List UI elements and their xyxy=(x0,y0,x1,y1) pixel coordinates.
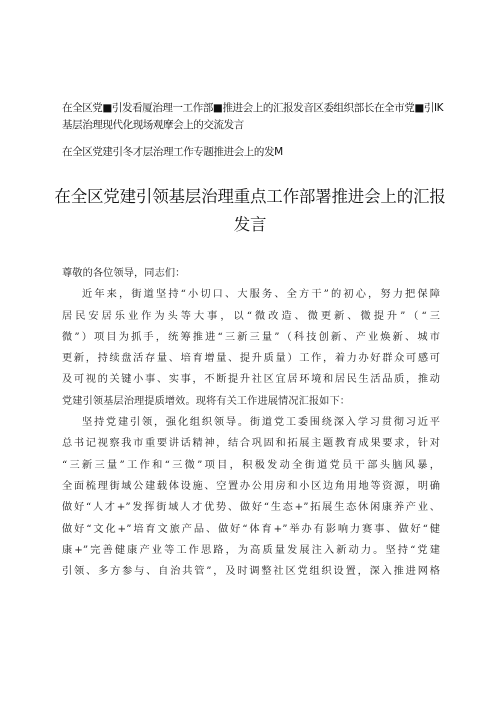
paragraph-line: 做好“文化+”培育文旅产品、做好“体育+”举办有影响力赛事、做好“健 xyxy=(62,523,440,535)
paragraph-line: 康+”完善健康产业等工作思路，为高质量发展注入新动力。坚持“党建 xyxy=(62,544,440,556)
paragraph-line: 更新，持续盘活存量、培育增量、提升质量）工作，着力办好群众可感可 xyxy=(62,353,440,365)
related-document-title: 在全区党建引冬才层治理工作专题推进会上的发M xyxy=(62,146,283,158)
salutation: 尊敬的各位领导，同志们： xyxy=(62,268,186,279)
paragraph-line: 坚持党建引领，强化组织领导。街道党工委围绕深入学习贯彻习近平 xyxy=(82,417,440,429)
paragraph-line: 党建引领基层治理提质增效。现将有关工作进展情况汇报如下： xyxy=(62,395,351,407)
paragraph-line: 引领、多方参与、自治共管”，及时调整社区党组织设置，深入推进网格 xyxy=(62,566,440,578)
paragraph-line: “三新三量”工作和“三微”项目，积极发动全街道党员干部头脑风暴， xyxy=(62,459,440,471)
document-title xyxy=(50,183,450,239)
document-body xyxy=(62,263,440,582)
paragraph-line: 微”）项目为抓手，统筹推进“三新三量”（科技创新、产业焕新、城市 xyxy=(62,331,440,343)
document-title-line: 在全区党建引领基层治理重点工作部署推进会上的汇报 xyxy=(54,187,446,206)
paragraph-line: 总书记视察我市重要讲话精神，结合巩固和拓展主题教育成果要求，针对 xyxy=(62,438,440,450)
paragraph-line: 及可视的关键小事、实事，不断提升社区宜居环境和居民生活品质，推动 xyxy=(62,374,440,386)
paragraph-line: 居民安居乐业作为头等大事，以“微改造、微更新、微提升”（“三 xyxy=(62,310,440,322)
related-document-title: 在全区党■引发看厦治理一工作部■推进会上的汇报发音区委组织部长在全市党■引IK xyxy=(62,102,444,114)
paragraph-line: 近年来，街道坚持“小切口、大服务、全方干”的初心，努力把保障 xyxy=(82,289,440,301)
related-document-title: 基层治理现代化现场观摩会上的交流发言 xyxy=(62,119,244,131)
paragraph-line: 全面梳理街域公建载体设施、空置办公用房和小区边角用地等资源，明确 xyxy=(62,480,440,492)
document-title-line: 发言 xyxy=(233,215,267,234)
paragraph-line: 做好“人才+”发挥街域人才优势、做好“生态+”拓展生态休闲康养产业、 xyxy=(62,502,440,514)
related-documents-list xyxy=(62,100,462,161)
